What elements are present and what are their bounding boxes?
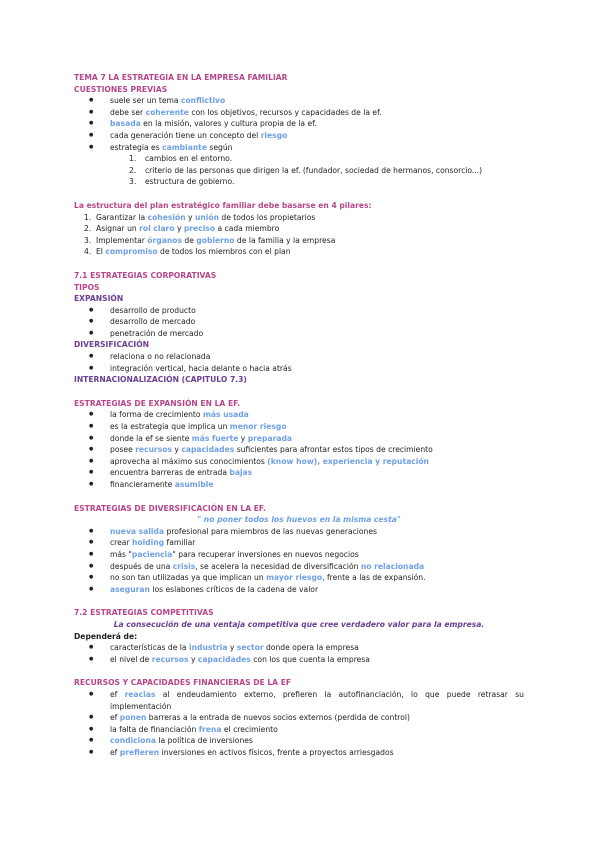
subheading-internacionalizacion: INTERNACIONALIZACIÓN (CAPITULO 7.3) <box>74 375 247 385</box>
list-item: ● la forma de crecimiento más usada <box>74 409 524 421</box>
list-item: ● después de una crisis, se acelera la necesidad de diversificación no relacionada <box>74 561 524 573</box>
list-item: ● posee recursos y capacidades suficientes para afrontar estos tipos de crecimiento <box>74 444 524 456</box>
subheading-tipos: TIPOS <box>74 282 100 292</box>
list-item-continuation: implementación <box>110 701 172 711</box>
section-heading-cuestiones: CUESTIONES PREVIAS <box>74 84 168 94</box>
list-item: ● desarrollo de producto <box>74 305 524 317</box>
list-item: ● ef ponen barreras a la entrada de nuevos socios externos (perdida de control) <box>74 712 524 724</box>
list-item: ● nueva salida profesional para miembros de las nuevas generaciones <box>74 526 524 538</box>
subheading-diversificacion: DIVERSIFICACIÓN <box>74 340 150 350</box>
list-item: ● ef prefieren inversiones en activos físicos, frente a proyectos arriesgados <box>74 747 524 759</box>
document-page <box>74 72 524 758</box>
list-item: ● no son tan utilizadas ya que implican un mayor riesgo, frente a las de expansión. <box>74 572 524 584</box>
list-item: ● ef reacias al endeudamiento externo, prefieren la autofinanciación, lo que puede retrasar su <box>74 689 524 701</box>
section-heading-diversificacion-ef: ESTRATEGIAS DE DIVERSIFICACIÓN EN LA EF. <box>74 503 266 513</box>
list-item: ● financieramente asumible <box>74 479 524 491</box>
list-item: ● estrategia es cambiante según <box>74 142 524 154</box>
list-item: ● debe ser coherente con los objetivos, recursos y capacidades de la ef. <box>74 107 524 119</box>
list-item: ● cada generación tiene un concepto del riesgo <box>74 130 524 142</box>
depende-label: Dependerá de: <box>74 631 138 641</box>
numbered-item: 3. Implementar órganos de gobierno de la familia y la empresa <box>84 235 336 245</box>
subheading-expansion: EXPANSIÓN <box>74 294 124 304</box>
list-item: ● aprovecha al máximo sus conocimientos (know how), experiencia y reputación <box>74 456 524 468</box>
section-heading-competitivas: 7.2 ESTRATEGIAS COMPETITIVAS <box>74 608 214 618</box>
list-item: ● características de la industria y sector donde opera la empresa <box>74 642 524 654</box>
section-heading-expansion-ef: ESTRATEGIAS DE EXPANSIÓN EN LA EF. <box>74 398 241 408</box>
quote: La consecución de una ventaja competitiva que cree verdadero valor para la empresa. <box>113 619 485 629</box>
list-item: ● encuentra barreras de entrada bajas <box>74 467 524 479</box>
list-item: ● penetración de mercado <box>74 328 524 340</box>
list-item: ● la falta de financiación frena el crecimiento <box>74 724 524 736</box>
numbered-item: 2. Asignar un rol claro y preciso a cada miembro <box>84 224 280 234</box>
section-heading-corporativas: 7.1 ESTRATEGIAS CORPORATIVAS <box>74 270 217 280</box>
list-item: ● suele ser un tema conflictivo <box>74 95 524 107</box>
section-heading-recursos: RECURSOS Y CAPACIDADES FINANCIERAS DE LA EF <box>74 678 292 688</box>
sub-list-item: 3. estructura de gobierno. <box>129 177 235 187</box>
list-item: ● crear holding familiar <box>74 537 524 549</box>
list-item: ● relaciona o no relacionada <box>74 351 524 363</box>
list-item: ● donde la ef se siente más fuerte y preparada <box>74 433 524 445</box>
document-title: TEMA 7 LA ESTRATEGIA EN LA EMPRESA FAMILIAR <box>74 73 288 82</box>
list-item: ● basada en la misión, valores y cultura propia de la ef. <box>74 118 524 130</box>
numbered-item: 1. Garantizar la cohesión y unión de todos los propietarios <box>84 212 316 222</box>
section-heading-pilares: La estructura del plan estratégico familiar debe basarse en 4 pilares: <box>74 200 372 210</box>
quote: " no poner todos los huevos en la misma cesta" <box>197 515 401 525</box>
list-item: ● más "paciencia" para recuperar inversiones en nuevos negocios <box>74 549 524 561</box>
sub-list-item: 1. cambios en el entorno. <box>129 154 233 164</box>
list-item: ● condiciona la política de inversiones <box>74 735 524 747</box>
list-item: ● es la estrategia que implica un menor riesgo <box>74 421 524 433</box>
list-item: ● desarrollo de mercado <box>74 316 524 328</box>
sub-list-item: 2. criterio de las personas que dirigen la ef. (fundador, sociedad de hermanos, consorcio...) <box>129 165 483 175</box>
numbered-item: 4. El compromiso de todos los miembros con el plan <box>84 247 291 257</box>
list-item: ● integración vertical, hacia delante o hacia atrás <box>74 363 524 375</box>
list-item: ● aseguran los eslabones críticos de la cadena de valor <box>74 584 524 596</box>
list-item: ● el nivel de recursos y capacidades con los que cuenta la empresa <box>74 654 524 666</box>
